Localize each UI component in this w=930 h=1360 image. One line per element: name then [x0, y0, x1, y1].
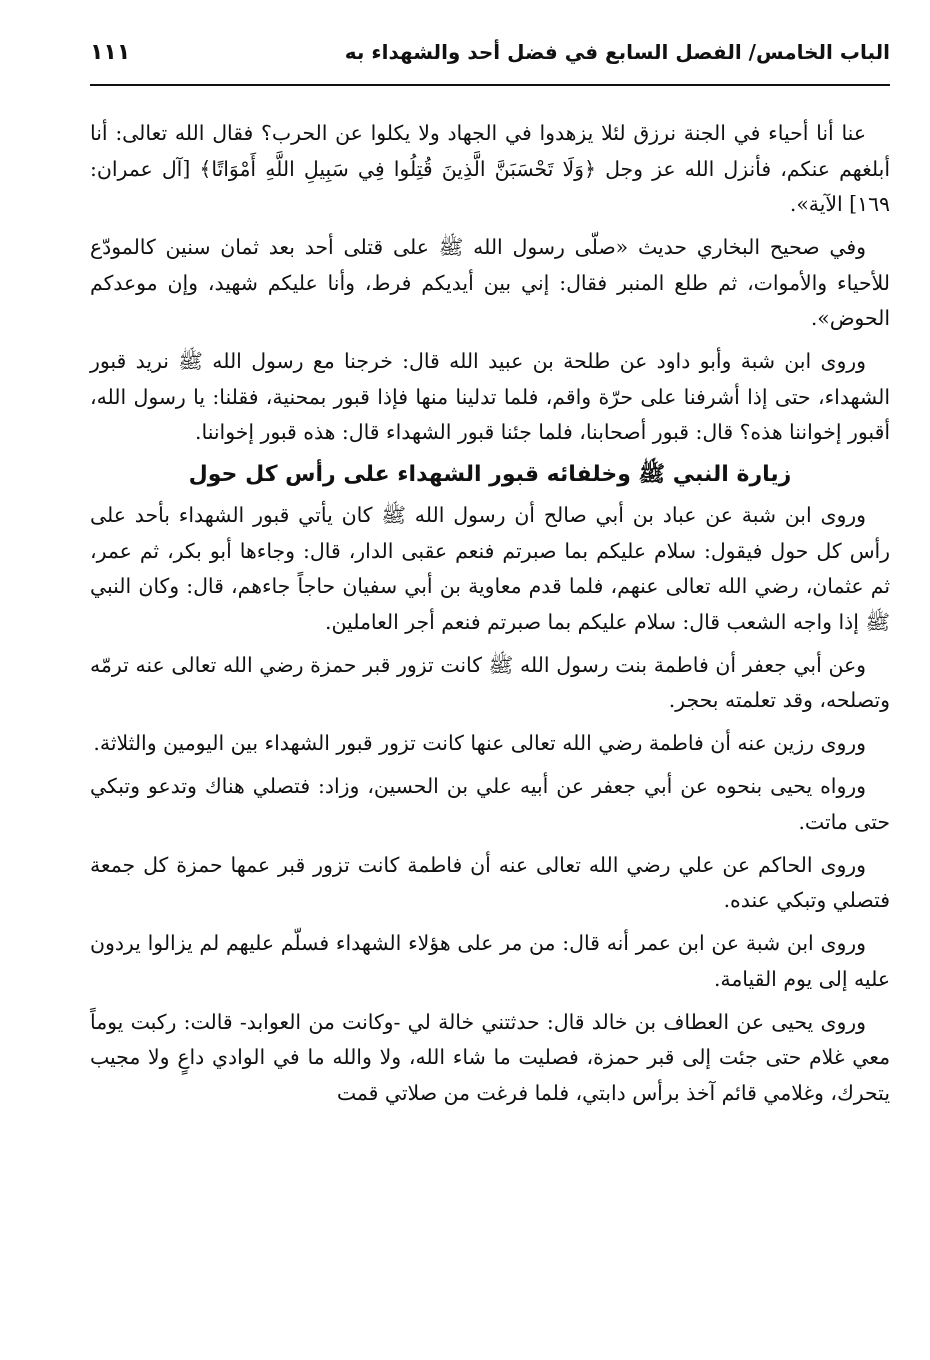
section-heading: زيارة النبي ﷺ وخلفائه قبور الشهداء على رأس كل حول — [188, 462, 792, 487]
paragraph: عنا أنا أحياء في الجنة نرزق لئلا يزهدوا في الجهاد ولا يكلوا عن الحرب؟ فقال الله تعالى: أنا أبلغهم عنكم، فأنزل الله عز وجل ﴿وَلَا تَحْسَبَنَّ الَّذِينَ قُتِلُوا فِي سَبِيلِ اللَّهِ أَمْوَاتًا﴾ [آل عمران: ١٦٩] الآية». — [90, 121, 890, 216]
book-page — [90, 40, 890, 1119]
paragraph: وروى الحاكم عن علي رضي الله تعالى عنه أن فاطمة كانت تزور قبر عمها حمزة كل جمعة فتصلي وتبكي عنده. — [90, 852, 890, 912]
paragraph: وروى ابن شبة عن ابن عمر أنه قال: من مر على هؤلاء الشهداء فسلّم عليهم لم يزالوا يردون عليه إلى يوم القيامة. — [90, 931, 890, 991]
paragraph: وروى يحيى عن العطاف بن خالد قال: حدثتني خالة لي -وكانت من العوابد- قالت: ركبت يوماً معي غلام حتى جئت إلى قبر حمزة، فصليت ما شاء الله، ولا والله ما في الوادي داعٍ ولا مجيب يتحرك، وغلامي قائم آخذ برأس دابتي، فلما فرغت من صلاتي قمت — [90, 1009, 890, 1105]
paragraph: وروى ابن شبة عن عباد بن أبي صالح أن رسول الله ﷺ كان يأتي قبور الشهداء بأحد على رأس كل حول فيقول: سلام عليكم بما صبرتم فنعم عقبى الدار، قال: وجاءها أبو بكر، ثم عمر، ثم عثمان، رضي الله تعالى عنهم، فلما قدم معاوية بن أبي سفيان حاجاً جاءهم، قال: وكان النبي ﷺ إذا واجه الشعب قال: سلام عليكم بما صبرتم فنعم أجر العاملين. — [90, 503, 890, 634]
paragraph: وروى ابن شبة وأبو داود عن طلحة بن عبيد الله قال: خرجنا مع رسول الله ﷺ نريد قبور الشهداء، حتى إذا أشرفنا على حرّة واقم، فلما تدلينا منها فإذا قبور بمحنية، فقلنا: يا رسول الله، أقبور إخواننا هذه؟ قال: قبور أصحابنا، فلما جئنا قبور الشهداء قال: هذه قبور إخواننا. — [90, 349, 890, 444]
page-header — [90, 40, 890, 86]
paragraph: وعن أبي جعفر أن فاطمة بنت رسول الله ﷺ كانت تزور قبر حمزة رضي الله تعالى عنه ترمّه وتصلحه، وقد تعلمته بحجر. — [90, 652, 890, 712]
paragraph: وفي صحيح البخاري حديث «صلّى رسول الله ﷺ على قتلى أحد بعد ثمان سنين كالمودّع للأحياء والأموات، ثم طلع المنبر فقال: إني بين أيديكم فرط، وأنا عليكم شهيد، وإن موعدكم الحوض». — [90, 235, 890, 330]
running-title: الباب الخامس/ الفصل السابع في فضل أحد والشهداء به — [344, 40, 890, 64]
paragraph: ورواه يحيى بنحوه عن أبي جعفر عن أبيه علي بن الحسين، وزاد: فتصلي هناك وتدعو وتبكي حتى ماتت. — [90, 774, 890, 834]
paragraph: وروى رزين عنه أن فاطمة رضي الله تعالى عنها كانت تزور قبور الشهداء بين اليومين والثلاثة. — [93, 731, 866, 755]
page-number: ١١١ — [90, 40, 131, 65]
page-body — [90, 116, 890, 1111]
